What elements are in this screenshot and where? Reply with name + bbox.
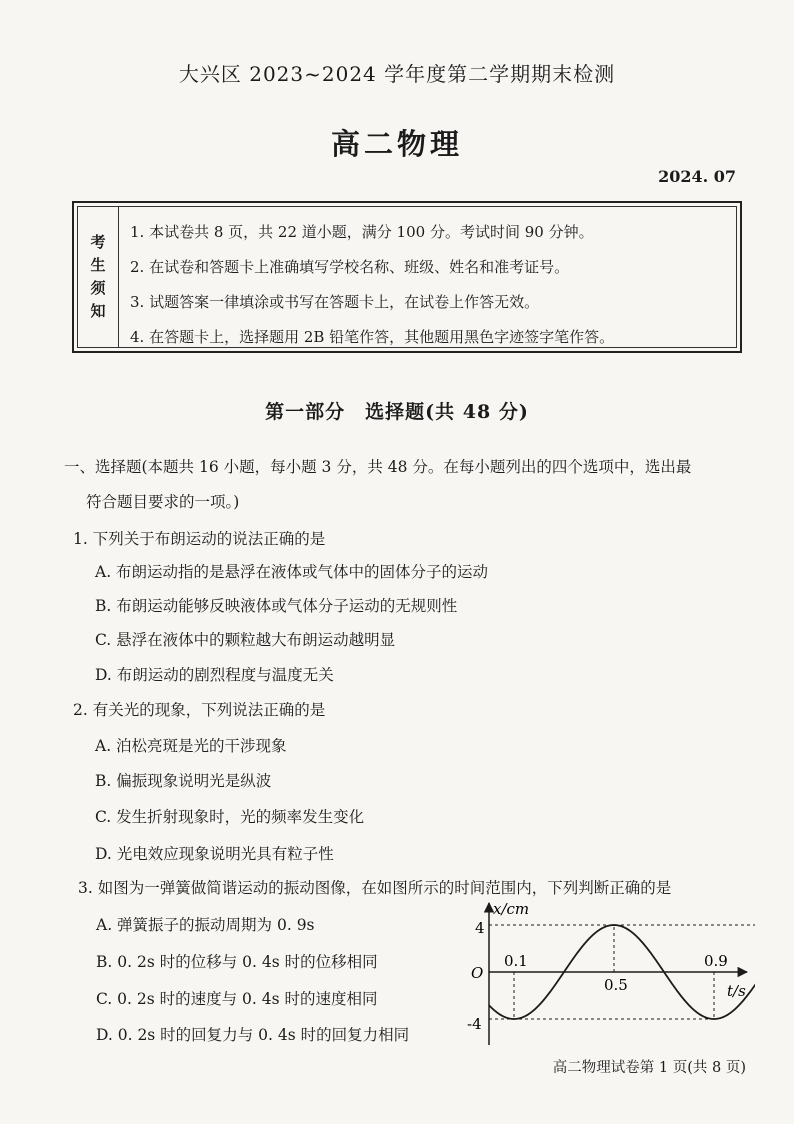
question-2-option-b: B. 偏振现象说明光是纵波 — [95, 772, 272, 790]
notice-list — [130, 215, 614, 355]
question-3-option-d: D. 0. 2s 时的回复力与 0. 4s 时的回复力相同 — [96, 1026, 410, 1044]
oscillation-graph — [465, 895, 755, 1060]
question-1-option-a: A. 布朗运动指的是悬浮在液体或气体中的固体分子的运动 — [95, 563, 489, 581]
section-title: 第一部分 选择题(共 48 分) — [265, 401, 529, 423]
page-footer: 高二物理试卷第 1 页(共 8 页) — [552, 1060, 746, 1076]
notice-label — [78, 207, 119, 347]
question-2-option-a: A. 泊松亮斑是光的干涉现象 — [95, 737, 287, 755]
question-3-option-c: C. 0. 2s 时的速度与 0. 4s 时的速度相同 — [96, 990, 378, 1008]
instruction-line-1: 一、选择题(本题共 16 小题，每小题 3 分，共 48 分。在每小题列出的四个选项中，选出最 — [64, 458, 692, 476]
origin-label: O — [471, 964, 484, 982]
notice-item: 3. 试题答案一律填涂或书写在答题卡上，在试卷上作答无效。 — [130, 293, 540, 311]
x-tick-label: 0.5 — [604, 976, 628, 994]
question-3-stem: 3. 如图为一弹簧做简谐运动的振动图像，在如图所示的时间范围内，下列判断正确的是 — [78, 879, 672, 897]
notice-label-char: 须 — [90, 279, 106, 297]
question-1-stem: 1. 下列关于布朗运动的说法正确的是 — [73, 530, 326, 548]
x-tick-label: 0.1 — [504, 952, 528, 970]
notice-item: 4. 在答题卡上，选择题用 2B 铅笔作答，其他题用黑色字迹签字笔作答。 — [130, 328, 615, 346]
x-axis-label: t/s — [727, 982, 746, 1000]
notice-box — [72, 201, 742, 353]
exam-date: 2024. 07 — [658, 167, 736, 186]
question-2-option-d: D. 光电效应现象说明光具有粒子性 — [95, 845, 334, 863]
question-3-option-a: A. 弹簧振子的振动周期为 0. 9s — [96, 916, 315, 934]
y-tick-label: 4 — [475, 919, 485, 937]
notice-item: 2. 在试卷和答题卡上准确填写学校名称、班级、姓名和准考证号。 — [130, 258, 570, 276]
question-1-option-b: B. 布朗运动能够反映液体或气体分子运动的无规则性 — [95, 597, 458, 615]
y-axis-label: x/cm — [493, 900, 530, 918]
notice-label-char: 考 — [90, 233, 106, 251]
y-tick-label: -4 — [467, 1015, 482, 1033]
notice-item: 1. 本试卷共 8 页，共 22 道小题，满分 100 分。考试时间 90 分钟。 — [130, 223, 594, 241]
notice-label-char: 生 — [90, 256, 106, 274]
x-tick-label: 0.9 — [704, 952, 728, 970]
subject-title: 高二物理 — [330, 127, 463, 161]
question-2-option-c: C. 发生折射现象时，光的频率发生变化 — [95, 808, 365, 826]
question-2-stem: 2. 有关光的现象，下列说法正确的是 — [73, 701, 326, 719]
question-1-option-c: C. 悬浮在液体中的颗粒越大布朗运动越明显 — [95, 631, 396, 649]
exam-title: 大兴区 2023~2024 学年度第二学期期末检测 — [178, 62, 616, 86]
question-1-option-d: D. 布朗运动的剧烈程度与温度无关 — [95, 666, 334, 684]
notice-label-char: 知 — [90, 302, 106, 320]
question-3-option-b: B. 0. 2s 时的位移与 0. 4s 时的位移相同 — [96, 953, 378, 971]
instruction-line-2: 符合题目要求的一项。) — [86, 493, 240, 511]
